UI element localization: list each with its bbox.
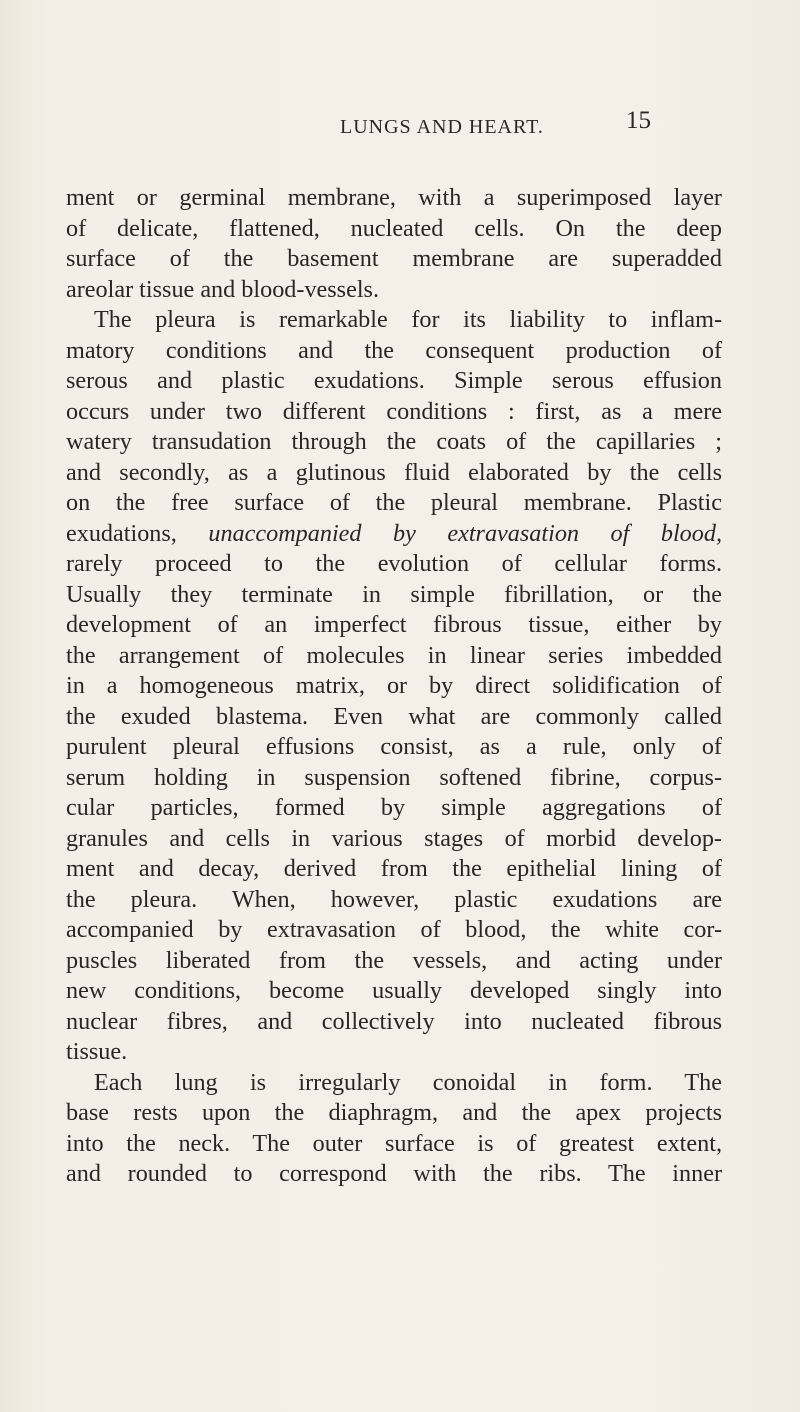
text-segment: exudations, (66, 519, 209, 547)
text-line: and secondly, as a glutinous fluid elaborated by the cells (66, 458, 722, 486)
text-line: cular particles, formed by simple aggregations of (66, 794, 722, 821)
body-text (66, 183, 722, 1190)
text-line: tissue. (66, 1038, 128, 1065)
page-number: 15 (626, 107, 651, 134)
text-line: puscles liberated from the vessels, and acting under (66, 946, 722, 974)
text-line: on the free surface of the pleural membrane. Plastic (66, 489, 722, 516)
text-line: The pleura is remarkable for its liability to inflam- (94, 306, 722, 333)
text-line: ment and decay, derived from the epithelial lining of (66, 855, 722, 882)
text-line: in a homogeneous matrix, or by direct solidification of (66, 672, 722, 699)
text-line: Each lung is irregularly conoidal in form. The (94, 1068, 722, 1096)
text-line: purulent pleural effusions consist, as a rule, only of (66, 733, 722, 760)
text-line: granules and cells in various stages of morbid develop- (66, 824, 722, 852)
text-line: matory conditions and the consequent production of (66, 336, 722, 364)
text-line: base rests upon the diaphragm, and the apex projects (66, 1099, 722, 1126)
text-line (66, 519, 722, 550)
text-line: and rounded to correspond with the ribs. The inner (66, 1160, 722, 1187)
text-line: the pleura. When, however, plastic exudations are (66, 885, 722, 913)
text-line: watery transudation through the coats of the capillaries ; (66, 428, 722, 455)
text-line: the arrangement of molecules in linear series imbedded (66, 641, 722, 669)
text-line: occurs under two different conditions : first, as a mere (66, 397, 722, 425)
text-line: new conditions, become usually developed singly into (66, 977, 722, 1004)
text-line: nuclear fibres, and collectively into nucleated fibrous (66, 1007, 722, 1035)
running-title: LUNGS AND HEART. (340, 116, 544, 138)
running-head (0, 107, 800, 156)
italic-segment: unaccompanied by extravasation of blood, (208, 519, 722, 547)
text-line: accompanied by extravasation of blood, the white cor- (66, 916, 722, 943)
text-line: the exuded blastema. Even what are commonly called (66, 702, 722, 730)
text-line: development of an imperfect fibrous tissue, either by (66, 611, 722, 638)
text-line: rarely proceed to the evolution of cellular forms. (66, 550, 722, 577)
text-line: serum holding in suspension softened fibrine, corpus- (66, 763, 722, 791)
text-line: areolar tissue and blood-vessels. (66, 275, 380, 303)
text-line: ment or germinal membrane, with a superimposed layer (66, 184, 722, 211)
text-line: surface of the basement membrane are superadded (66, 245, 722, 272)
text-line: Usually they terminate in simple fibrillation, or the (66, 580, 722, 608)
text-line: of delicate, flattened, nucleated cells. On the deep (66, 214, 722, 242)
text-line: into the neck. The outer surface is of greatest extent, (66, 1129, 722, 1157)
text-line: serous and plastic exudations. Simple serous effusion (66, 367, 722, 394)
